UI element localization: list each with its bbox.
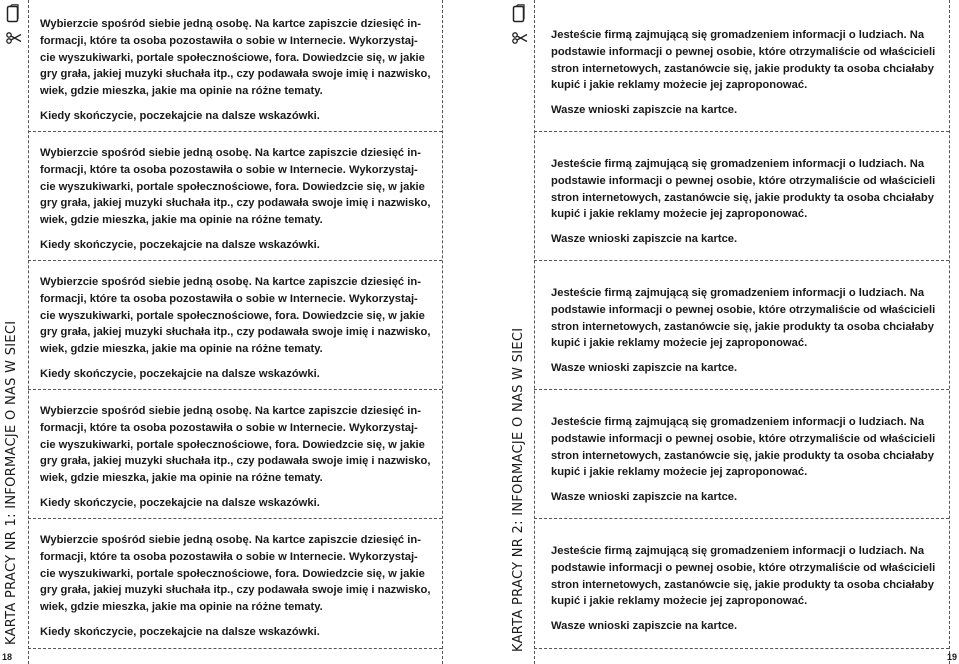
card-line: podstawie informacji o pewnej osobie, które otrzymaliście od właścicieli	[551, 432, 936, 445]
card-line: formacji, które ta osoba pozostawiła o sobie w Internecie. Wykorzystaj-	[40, 550, 418, 563]
task-card	[40, 403, 430, 512]
card-final-line: Kiedy skończycie, poczekajcie na dalsze wskazówki.	[40, 238, 320, 251]
card-final-line: Wasze wnioski zapiszcie na kartce.	[551, 362, 738, 375]
card-line: stron internetowych, zastanówcie się, jakie produkty ta osoba chciałaby	[551, 62, 934, 75]
page-number-left: 18	[2, 652, 13, 662]
worksheet-title-left: KARTA PRACY NR 1: INFORMACJE O NAS W SIECI	[4, 320, 19, 645]
card-line: Wybierzcie spośród siebie jedną osobę. Na kartce zapiszcie dziesięć in-	[40, 147, 421, 159]
card-line: formacji, które ta osoba pozostawiła o sobie w Internecie. Wykorzystaj-	[40, 34, 418, 47]
card-line: cie wyszukiwarki, portale społecznościowe, fora. Dowiedzcie się, w jakie	[40, 309, 425, 322]
task-card	[551, 543, 935, 635]
task-card	[551, 156, 935, 248]
card-final-line: Kiedy skończycie, poczekajcie na dalsze wskazówki.	[40, 625, 320, 638]
card-line: gry grała, jakiej muzyki słuchała itp., czy podawała swoje imię i nazwisko,	[40, 326, 431, 339]
phone-icon	[6, 4, 20, 24]
card-line: wiek, gdzie mieszka, jakie ma opinie na różne tematy.	[40, 85, 323, 98]
task-card	[40, 16, 430, 125]
phone-icon	[512, 4, 526, 24]
card-line: gry grała, jakiej muzyki słuchała itp., czy podawała swoje imię i nazwisko,	[40, 68, 431, 81]
card-final-line: Kiedy skończycie, poczekajcie na dalsze wskazówki.	[40, 367, 320, 380]
card-line: gry grała, jakiej muzyki słuchała itp., czy podawała swoje imię i nazwisko,	[40, 455, 431, 468]
card-final-line: Wasze wnioski zapiszcie na kartce.	[551, 491, 738, 504]
card-line: kupić i jakie reklamy możecie jej zaproponować.	[551, 337, 808, 350]
page-number-right: 19	[947, 652, 958, 662]
card-final-line: Kiedy skończycie, poczekajcie na dalsze wskazówki.	[40, 109, 320, 122]
card-line: formacji, które ta osoba pozostawiła o sobie w Internecie. Wykorzystaj-	[40, 163, 418, 176]
card-final-line: Wasze wnioski zapiszcie na kartce.	[551, 104, 738, 117]
card-line: wiek, gdzie mieszka, jakie ma opinie na różne tematy.	[40, 343, 323, 356]
card-line: stron internetowych, zastanówcie się, jakie produkty ta osoba chciałaby	[551, 191, 934, 204]
card-line: Wybierzcie spośród siebie jedną osobę. Na kartce zapiszcie dziesięć in-	[40, 405, 421, 417]
card-line: formacji, które ta osoba pozostawiła o sobie w Internecie. Wykorzystaj-	[40, 421, 418, 434]
worksheet-title-right: KARTA PRACY NR 2: INFORMACJE O NAS W SIECI	[511, 327, 526, 652]
card-line: Wybierzcie spośród siebie jedną osobę. Na kartce zapiszcie dziesięć in-	[40, 276, 421, 288]
card-line: stron internetowych, zastanówcie się, jakie produkty ta osoba chciałaby	[551, 449, 934, 462]
card-line: cie wyszukiwarki, portale społecznościowe, fora. Dowiedzcie się, w jakie	[40, 51, 425, 64]
card-line: cie wyszukiwarki, portale społecznościowe, fora. Dowiedzcie się, w jakie	[40, 567, 425, 580]
scissors-icon	[6, 32, 22, 44]
card-line: stron internetowych, zastanówcie się, jakie produkty ta osoba chciałaby	[551, 320, 934, 333]
card-line: podstawie informacji o pewnej osobie, które otrzymaliście od właścicieli	[551, 561, 936, 574]
card-line: cie wyszukiwarki, portale społecznościowe, fora. Dowiedzcie się, w jakie	[40, 438, 425, 451]
card-line: formacji, które ta osoba pozostawiła o sobie w Internecie. Wykorzystaj-	[40, 292, 418, 305]
task-card	[40, 274, 430, 383]
task-card	[40, 145, 430, 254]
card-line: kupić i jakie reklamy możecie jej zaproponować.	[551, 79, 808, 92]
card-line: Jesteście firmą zajmującą się gromadzeniem informacji o ludziach. Na	[551, 287, 925, 299]
card-line: Jesteście firmą zajmującą się gromadzeniem informacji o ludziach. Na	[551, 545, 925, 557]
card-line: Jesteście firmą zajmującą się gromadzeniem informacji o ludziach. Na	[551, 416, 925, 428]
card-line: wiek, gdzie mieszka, jakie ma opinie na różne tematy.	[40, 214, 323, 227]
card-final-line: Kiedy skończycie, poczekajcie na dalsze wskazówki.	[40, 496, 320, 509]
card-final-line: Wasze wnioski zapiszcie na kartce.	[551, 233, 738, 246]
card-line: podstawie informacji o pewnej osobie, które otrzymaliście od właścicieli	[551, 303, 936, 316]
card-line: Jesteście firmą zajmującą się gromadzeniem informacji o ludziach. Na	[551, 29, 925, 41]
card-line: wiek, gdzie mieszka, jakie ma opinie na różne tematy.	[40, 601, 323, 614]
scissors-icon	[512, 32, 528, 44]
card-line: gry grała, jakiej muzyki słuchała itp., czy podawała swoje imię i nazwisko,	[40, 197, 431, 210]
card-final-line: Wasze wnioski zapiszcie na kartce.	[551, 620, 738, 633]
task-card	[551, 414, 935, 506]
task-card	[40, 532, 430, 641]
card-line: podstawie informacji o pewnej osobie, które otrzymaliście od właścicieli	[551, 174, 936, 187]
card-line: gry grała, jakiej muzyki słuchała itp., czy podawała swoje imię i nazwisko,	[40, 584, 431, 597]
card-line: Wybierzcie spośród siebie jedną osobę. Na kartce zapiszcie dziesięć in-	[40, 18, 421, 30]
card-line: stron internetowych, zastanówcie się, jakie produkty ta osoba chciałaby	[551, 578, 934, 591]
card-line: wiek, gdzie mieszka, jakie ma opinie na różne tematy.	[40, 472, 323, 485]
card-line: kupić i jakie reklamy możecie jej zaproponować.	[551, 595, 808, 608]
card-line: Wybierzcie spośród siebie jedną osobę. Na kartce zapiszcie dziesięć in-	[40, 534, 421, 546]
card-line: kupić i jakie reklamy możecie jej zaproponować.	[551, 208, 808, 221]
card-line: cie wyszukiwarki, portale społecznościowe, fora. Dowiedzcie się, w jakie	[40, 180, 425, 193]
task-card	[551, 27, 935, 119]
card-line: Jesteście firmą zajmującą się gromadzeniem informacji o ludziach. Na	[551, 158, 925, 170]
task-card	[551, 285, 935, 377]
card-line: kupić i jakie reklamy możecie jej zaproponować.	[551, 466, 808, 479]
card-line: podstawie informacji o pewnej osobie, które otrzymaliście od właścicieli	[551, 45, 936, 58]
